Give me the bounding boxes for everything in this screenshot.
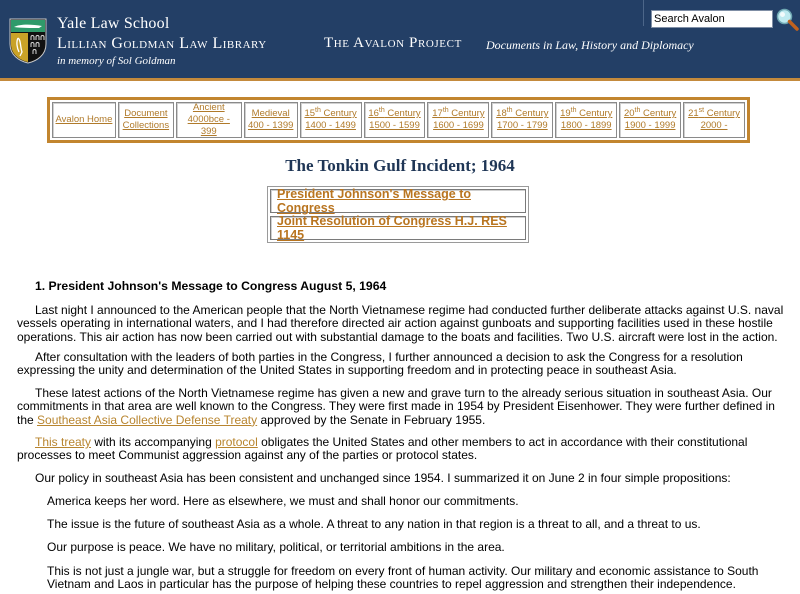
nav-document-collections[interactable] [118, 102, 174, 138]
nav-16th-century[interactable] [364, 102, 426, 138]
paragraph-1: Last night I announced to the American people that the North Vietnamese regime had conducted further deliberate attacks against U.S. naval vessels operating in international waters, and I had therefore directed air action against gunboats and supporting facilities used in these hostile operations. This air action has now been carried out with substantial damage to the boats and facilities. Two U.S. aircraft were lost in the action. [17, 303, 784, 344]
paragraph-text: approved by the Senate in February 1955. [257, 412, 486, 427]
nav-link-line1[interactable]: 15th Century [304, 106, 357, 119]
page-title: The Tonkin Gulf Incident; 1964 [285, 156, 515, 175]
nav-19th-century[interactable] [555, 102, 617, 138]
protocol-link[interactable]: protocol [215, 435, 258, 449]
nav-17th-century[interactable] [427, 102, 489, 138]
site-header [0, 0, 800, 78]
library-name: Lillian Goldman Law Library [57, 35, 267, 52]
proposition-2: The issue is the future of southeast Asia as a whole. A threat to any nation in that region is a threat to all, and a threat to us. [47, 517, 701, 531]
nav-link-line1[interactable]: Ancient [192, 102, 225, 113]
project-subtitle: Documents in Law, History and Diplomacy [486, 38, 694, 52]
nav-link-line1[interactable]: 21st Century [688, 106, 741, 119]
nav-avalon-home[interactable] [52, 102, 116, 138]
nav-link-line1[interactable]: 19th Century [560, 106, 613, 119]
nav-link[interactable]: Avalon Home [55, 114, 113, 125]
header-accent-rule [0, 78, 800, 81]
nav-link-line1[interactable]: 18th Century [496, 106, 549, 119]
paragraph-2: After consultation with the leaders of both parties in the Congress, I further announced a decision to ask the Congress for a resolution expressing the unity and determination of the United States in supporting freedom and in protecting peace in southeast Asia. [17, 350, 743, 378]
nav-ancient[interactable] [176, 102, 242, 138]
nav-medieval[interactable] [244, 102, 298, 138]
paragraph-4 [17, 436, 791, 463]
nav-18th-century[interactable] [491, 102, 553, 138]
era-navigation [47, 97, 750, 143]
nav-link-line2[interactable]: 2000 - [700, 120, 728, 131]
nav-15th-century[interactable] [300, 102, 362, 138]
table-of-contents [267, 186, 529, 243]
paragraph-text: obligates the United States and other members to act in accordance with their constitutional processes to meet Communist aggression against any of the parties or protocol states. [17, 435, 748, 463]
project-title[interactable]: The Avalon Project [324, 35, 462, 51]
header-divider [643, 0, 644, 26]
paragraph-5: Our policy in southeast Asia has been consistent and unchanged since 1954. I summarized it on June 2 in four simple propositions: [35, 471, 731, 485]
section-heading: 1. President Johnson's Message to Congress August 5, 1964 [35, 279, 387, 293]
nav-link-line2[interactable]: 1600 - 1699 [433, 120, 484, 131]
proposition-3: Our purpose is peace. We have no military, political, or territorial ambitions in the area. [47, 540, 505, 554]
nav-20th-century[interactable] [619, 102, 681, 138]
proposition-1: America keeps her word. Here as elsewhere, we must and shall honor our commitments. [47, 494, 519, 508]
paragraph-text: These latest actions of the North Vietnamese regime has given a new and grave turn to the already serious situation in southeast Asia. Our commitments in that area are well known to the Congress. They were first made in 1954 by President Eisenhower. They were further defined in the [17, 386, 775, 427]
nav-link-line2[interactable]: 1700 - 1799 [496, 120, 548, 131]
seato-treaty-link[interactable]: Southeast Asia Collective Defense Treaty [37, 412, 258, 427]
nav-link-line1[interactable]: Document [124, 108, 168, 119]
nav-link-line1[interactable]: 16th Century [368, 106, 421, 119]
proposition-4: This is not just a jungle war, but a struggle for freedom on every front of human activity. Our military and economic assistance to South Vietnam and Laos in particular has the purpose of helping these countries to repel aggression and strengthen their independence. [47, 564, 759, 592]
nav-link-line1[interactable]: 17th Century [432, 106, 485, 119]
nav-link-line1[interactable]: 20th Century [623, 106, 677, 119]
nav-link-line2[interactable]: 1900 - 1999 [624, 120, 676, 131]
toc-item[interactable] [270, 216, 526, 240]
nav-21st-century[interactable] [683, 102, 745, 138]
paragraph-3 [17, 387, 791, 427]
toc-link-johnson-message[interactable]: President Johnson's Message to Congress [277, 187, 471, 215]
toc-item[interactable] [270, 189, 526, 213]
paragraph-text: with its accompanying [91, 435, 216, 449]
yale-law-shield-logo[interactable] [9, 18, 47, 64]
search-input[interactable] [651, 10, 773, 28]
nav-link-line2[interactable]: 1400 - 1499 [305, 120, 356, 131]
nav-link-line2[interactable]: Collections [122, 120, 170, 131]
school-name: Yale Law School [57, 15, 170, 32]
nav-link-line2[interactable]: 400 - 1399 [247, 120, 294, 131]
nav-link-line1[interactable]: Medieval [251, 108, 290, 119]
nav-link-line2[interactable]: 1800 - 1899 [560, 120, 612, 131]
magnifier-icon[interactable] [775, 7, 799, 31]
nav-link-line2[interactable]: 1500 - 1599 [369, 120, 420, 131]
nav-link-line2[interactable]: 4000bce - 399 [187, 114, 230, 137]
this-treaty-link[interactable]: This treaty [35, 435, 92, 449]
memorial-line: in memory of Sol Goldman [57, 55, 176, 67]
toc-link-joint-resolution[interactable]: Joint Resolution of Congress H.J. RES 1145 [277, 214, 507, 242]
